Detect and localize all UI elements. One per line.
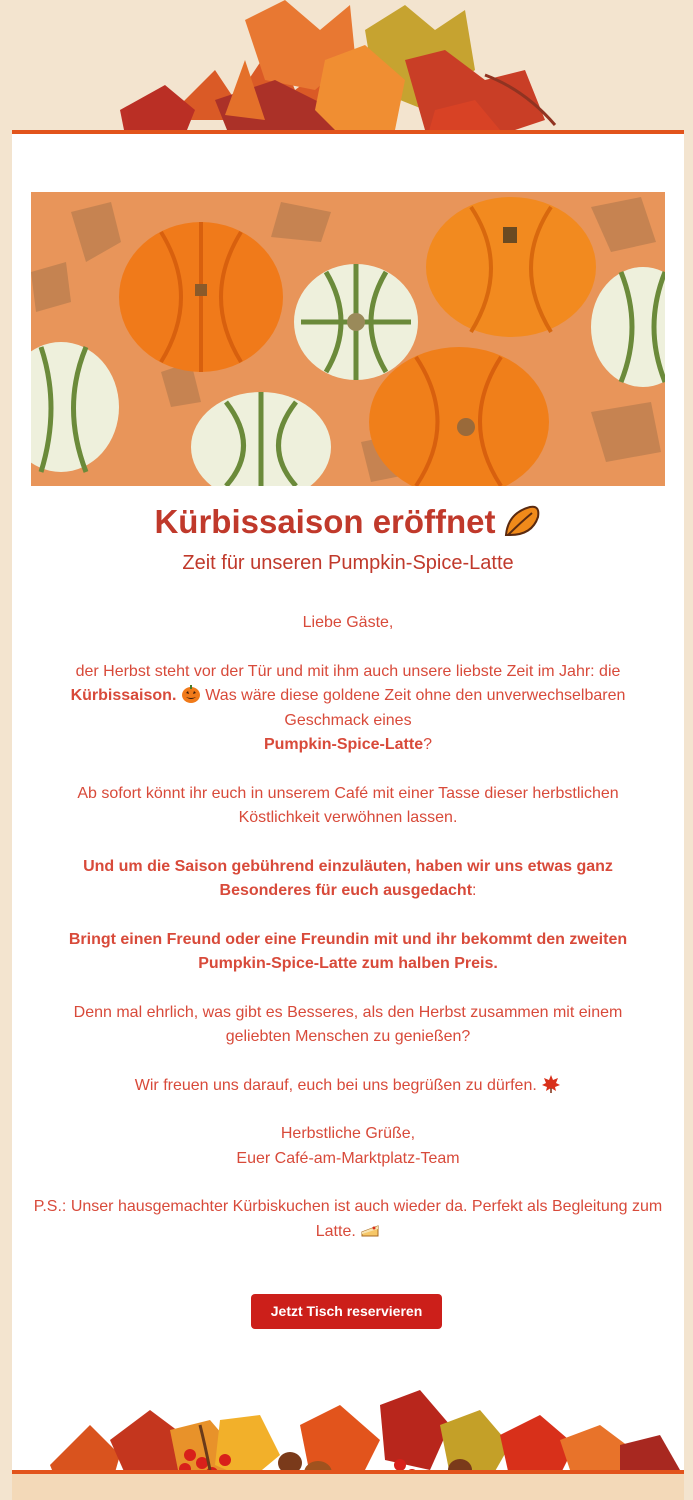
jack-o-lantern-icon xyxy=(181,684,201,704)
closing-line-2: Euer Café-am-Marktplatz-Team xyxy=(236,1149,460,1167)
paragraph-intro-bold-season: Kürbissaison. xyxy=(70,687,177,704)
paragraph-special-bold: Und um die Saison gebührend einzuläuten, haben wir uns etwas ganz Besonderes für euch ausgedacht xyxy=(83,857,613,899)
paragraph-intro-bold-latte: Pumpkin-Spice-Latte xyxy=(263,736,424,753)
paragraph-special xyxy=(31,855,665,904)
paragraph-available: Ab sofort könnt ihr euch in unserem Café mit einer Tasse dieser herbstlichen Köstlichkeit verwöhnen lassen. xyxy=(77,784,619,826)
paragraph-intro-text-2: Was wäre diese goldene Zeit ohne den unverwechselbaren Geschmack eines xyxy=(205,687,626,729)
email-body xyxy=(31,495,665,1244)
reserve-table-button[interactable]: Jetzt Tisch reservieren xyxy=(251,1294,442,1329)
paragraph-intro-text: der Herbst steht vor der Tür und mit ihm auch unsere liebste Zeit im Jahr: die xyxy=(75,662,621,680)
paragraph-offer xyxy=(31,928,665,977)
pumpkins-hero-image xyxy=(31,192,665,486)
paragraph-welcome-text: Wir freuen uns darauf, euch bei uns begrüßen zu dürfen. xyxy=(134,1076,537,1094)
paragraph-together: Denn mal ehrlich, was gibt es Besseres, als den Herbst zusammen mit einem geliebten Menschen zu genießen? xyxy=(73,1003,623,1045)
maple-leaf-icon xyxy=(541,1074,561,1094)
postscript-text: P.S.: Unser hausgemachter Kürbiskuchen ist auch wieder da. Perfekt als Begleitung zum Latte. xyxy=(33,1198,663,1240)
greeting: Liebe Gäste, xyxy=(302,614,394,631)
paragraph-intro xyxy=(31,660,665,758)
paragraph-special-colon: : xyxy=(472,882,477,899)
email-subtitle: Zeit für unseren Pumpkin-Spice-Latte xyxy=(182,552,514,574)
closing xyxy=(31,1122,665,1171)
cake-icon xyxy=(360,1220,380,1240)
closing-line-1: Herbstliche Grüße, xyxy=(280,1125,416,1142)
paragraph-offer-bold: Bringt einen Freund oder eine Freundin mit und ihr bekommt den zweiten Pumpkin-Spice-Latte zum halben Preis. xyxy=(68,930,628,972)
postscript xyxy=(31,1195,665,1244)
email-title xyxy=(31,495,665,549)
footer-band xyxy=(12,1470,684,1500)
cta-container xyxy=(0,1294,693,1329)
email-title-text: Kürbissaison eröffnet xyxy=(154,503,496,540)
paragraph-intro-question-mark: ? xyxy=(423,736,433,753)
paragraph-welcome xyxy=(31,1074,665,1099)
fallen-leaf-icon xyxy=(502,503,542,539)
